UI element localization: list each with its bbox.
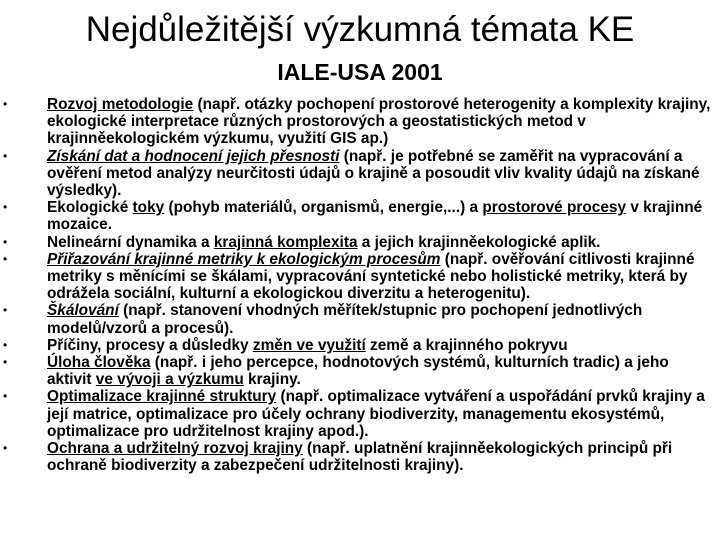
- bullet-icon: •: [3, 200, 8, 215]
- topic-item: [0, 354, 720, 388]
- topic-key-phrase: Přiřazování krajinné metriky k ekologickým procesům: [47, 250, 441, 268]
- topic-text: Ekologické: [47, 199, 133, 217]
- topic-list: [0, 96, 720, 474]
- topic-item: [0, 302, 720, 336]
- topic-key-phrase: změn ve využití: [252, 336, 366, 354]
- bullet-icon: •: [3, 251, 8, 266]
- bullet-icon: •: [3, 337, 8, 352]
- topic-text: krajiny.: [243, 371, 301, 389]
- topic-text: (např. uplatnění krajinněekologických principů při ochraně biodiverzity a zabezpečení udržitelnosti krajiny).: [47, 440, 673, 475]
- topic-item: [0, 440, 720, 474]
- topic-item: [0, 148, 720, 200]
- slide-subtitle: IALE-USA 2001: [277, 59, 443, 85]
- topic-item: [0, 251, 720, 303]
- topic-key-phrase: Škálování: [47, 302, 119, 320]
- topic-item: [0, 337, 720, 354]
- topic-text: (pohyb materiálů, organismů, energie,...) a: [164, 199, 483, 217]
- bullet-icon: •: [3, 303, 8, 318]
- topic-key-phrase: krajinná komplexita: [213, 233, 358, 251]
- bullet-icon: •: [3, 148, 8, 163]
- topic-text: (např. je potřebné se zaměřit na vypracování a ověření metod analýzy neurčitosti údajů o krajině a posoudit vliv kvality údajů na získané výsledky).: [47, 147, 700, 200]
- topic-text: (např. i jeho percepce, hodnotových systémů, kulturních tradic) a jeho aktivit: [47, 354, 669, 389]
- topic-key-phrase: Rozvoj metodologie: [47, 96, 194, 113]
- topic-text: (např. stanovení vhodných měřítek/stupnic pro pochopení jednotlivých modelů/vzorů a procesů).: [47, 302, 643, 337]
- topic-key-phrase: Ochrana a udržitelný rozvoj krajiny: [47, 440, 303, 458]
- topic-key-phrase: Úloha člověka: [47, 354, 151, 372]
- bullet-icon: •: [3, 389, 8, 404]
- topic-item: [0, 199, 720, 233]
- topic-key-phrase: Získání dat a hodnocení jejich přesnosti: [47, 147, 340, 165]
- topic-key-phrase: prostorové procesy: [482, 199, 627, 217]
- topic-key-phrase: ve vývoji a výzkumu: [95, 371, 244, 389]
- topic-key-phrase: Optimalizace krajinné struktury: [47, 388, 277, 406]
- topic-item: [0, 234, 720, 251]
- topic-text: (např. ověřování citlivosti krajinné metriky s měnícími se škálami, vypracování syntetické nebo holistické metriky, která by odrážela sociální, kulturní a ekologickou diverzitu a heterogenitu).: [47, 250, 695, 303]
- bullet-icon: •: [3, 234, 8, 249]
- topic-text: v krajinné mozaice.: [47, 199, 703, 234]
- topic-text: a jejich krajinněekologické aplik.: [357, 233, 601, 251]
- topic-text: (např. otázky pochopení prostorové heterogenity a komplexity krajiny, ekologické interpretace různých prostorových a geostatistických metod v krajinněekologickém výzkumu, využití GIS ap.): [47, 96, 711, 148]
- topic-text: Nelineární dynamika a: [47, 233, 214, 251]
- topic-text: Příčiny, procesy a důsledky: [47, 336, 253, 354]
- slide-title: Nejdůležitější výzkumná témata KE: [85, 10, 635, 49]
- bullet-icon: •: [3, 97, 8, 111]
- topic-item: [0, 96, 720, 148]
- bullet-icon: •: [3, 441, 8, 456]
- topic-text: (např. optimalizace vytváření a uspořádání prvků krajiny a její matrice, optimalizace pro účely ochrany biodiverzity, managementu ekosystémů, optimalizace pro udržitelnost krajiny apod.).: [47, 388, 705, 440]
- topic-key-phrase: toky: [132, 199, 165, 217]
- bullet-icon: •: [3, 355, 8, 370]
- topic-text: země a krajinného pokryvu: [365, 336, 568, 354]
- topic-item: [0, 388, 720, 440]
